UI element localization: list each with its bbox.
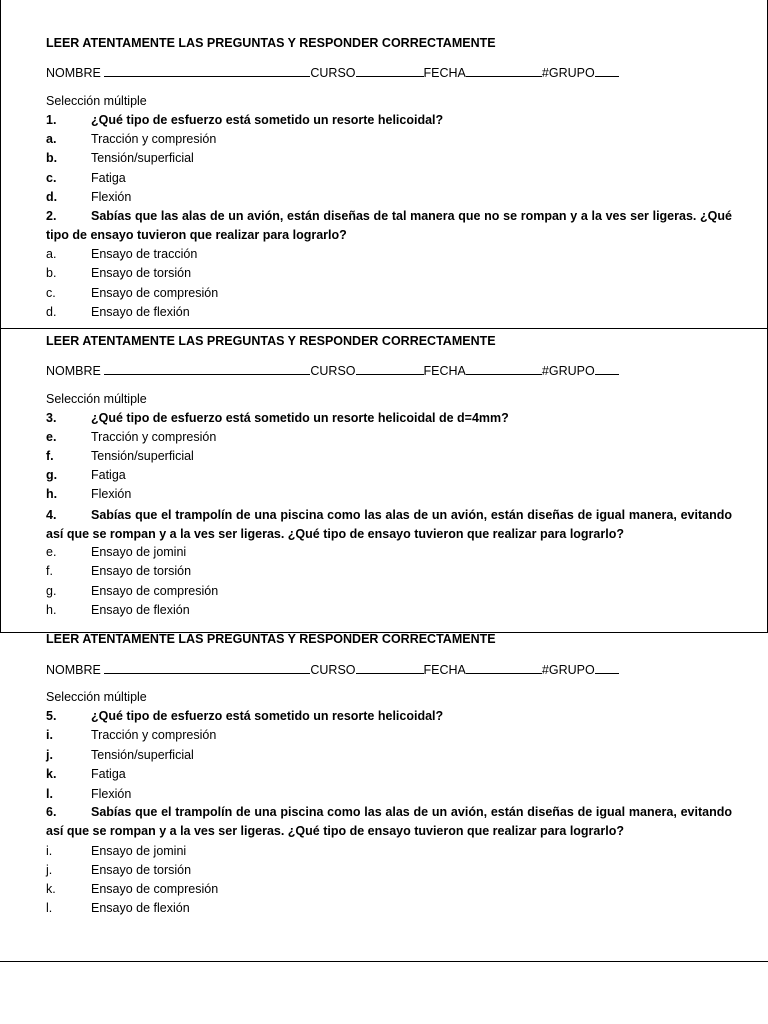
grupo-label: #GRUPO xyxy=(541,663,595,677)
fecha-label: FECHA xyxy=(423,66,466,80)
option-letter: b. xyxy=(46,151,58,165)
option-text: Tensión/superficial xyxy=(91,449,194,463)
section-header: LEER ATENTAMENTE LAS PREGUNTAS Y RESPONDER CORRECTAMENTE xyxy=(46,632,496,646)
curso-label: CURSO xyxy=(310,66,356,80)
option-letter: f. xyxy=(46,449,54,463)
section-header: LEER ATENTAMENTE LAS PREGUNTAS Y RESPONDER CORRECTAMENTE xyxy=(46,36,496,50)
section-subtitle: Selección múltiple xyxy=(46,392,147,406)
question-number: 3. xyxy=(46,411,57,425)
question-text: Sabías que las alas de un avión, están diseñas de tal manera que no se rompan y a la ves ser ligeras. ¿Qué tipo de ensayo tuvieron que realizar para lograrlo? xyxy=(46,209,732,242)
option-letter: h. xyxy=(46,603,57,617)
option-letter: k. xyxy=(46,882,56,896)
option-text: Ensayo de flexión xyxy=(91,901,190,915)
grupo-field[interactable] xyxy=(595,65,619,77)
section-subtitle: Selección múltiple xyxy=(46,94,147,108)
fecha-field[interactable] xyxy=(466,662,542,674)
grupo-field[interactable] xyxy=(595,662,619,674)
option-text: Fatiga xyxy=(91,171,126,185)
question-number: 6. xyxy=(46,805,57,819)
question-text: ¿Qué tipo de esfuerzo está sometido un resorte helicoidal de d=4mm? xyxy=(91,411,509,425)
question-2 xyxy=(46,207,732,245)
option-text: Fatiga xyxy=(91,767,126,781)
option-letter: k. xyxy=(46,767,57,781)
option-letter: a. xyxy=(46,247,57,261)
option-text: Ensayo de flexión xyxy=(91,305,190,319)
grupo-label: #GRUPO xyxy=(541,364,595,378)
nombre-field[interactable] xyxy=(104,662,310,674)
option-text: Tracción y compresión xyxy=(91,132,217,146)
question-4 xyxy=(46,506,732,544)
student-info-line xyxy=(46,662,619,678)
option-letter: g. xyxy=(46,584,57,598)
option-letter: d. xyxy=(46,190,58,204)
option-text: Ensayo de compresión xyxy=(91,584,219,598)
option-text: Tracción y compresión xyxy=(91,728,217,742)
option-letter: h. xyxy=(46,487,58,501)
question-number: 2. xyxy=(46,209,57,223)
option-letter: e. xyxy=(46,430,57,444)
nombre-label: NOMBRE xyxy=(46,663,101,677)
option-text: Tensión/superficial xyxy=(91,151,194,165)
curso-field[interactable] xyxy=(356,662,424,674)
grupo-field[interactable] xyxy=(595,363,619,375)
fecha-label: FECHA xyxy=(423,663,466,677)
option-letter: e. xyxy=(46,545,57,559)
option-letter: a. xyxy=(46,132,57,146)
curso-field[interactable] xyxy=(356,363,424,375)
option-text: Ensayo de torsión xyxy=(91,564,192,578)
option-letter: g. xyxy=(46,468,58,482)
option-text: Ensayo de jomini xyxy=(91,545,187,559)
question-text: ¿Qué tipo de esfuerzo está sometido un resorte helicoidal? xyxy=(91,709,444,723)
option-text: Flexión xyxy=(91,190,132,204)
student-info-line xyxy=(46,65,619,81)
option-letter: b. xyxy=(46,266,57,280)
option-text: Tensión/superficial xyxy=(91,748,194,762)
question-number: 4. xyxy=(46,508,57,522)
section-subtitle: Selección múltiple xyxy=(46,690,147,704)
section-header: LEER ATENTAMENTE LAS PREGUNTAS Y RESPONDER CORRECTAMENTE xyxy=(46,334,496,348)
curso-label: CURSO xyxy=(310,364,356,378)
question-number: 5. xyxy=(46,709,57,723)
option-text: Tracción y compresión xyxy=(91,430,217,444)
option-text: Flexión xyxy=(91,787,132,801)
section-divider xyxy=(0,328,768,329)
fecha-label: FECHA xyxy=(423,364,466,378)
option-text: Ensayo de tracción xyxy=(91,247,198,261)
section-divider xyxy=(0,961,768,962)
option-text: Ensayo de torsión xyxy=(91,863,192,877)
option-text: Ensayo de torsión xyxy=(91,266,192,280)
option-letter: j. xyxy=(46,863,53,877)
option-letter: j. xyxy=(46,748,53,762)
option-text: Fatiga xyxy=(91,468,126,482)
question-6 xyxy=(46,803,732,841)
fecha-field[interactable] xyxy=(466,65,542,77)
option-text: Ensayo de compresión xyxy=(91,882,219,896)
option-letter: d. xyxy=(46,305,57,319)
curso-label: CURSO xyxy=(310,663,356,677)
student-info-line xyxy=(46,363,619,379)
question-text: Sabías que el trampolín de una piscina como las alas de un avión, están diseñas de igual manera, evitando así que se rompan y a la ves ser ligeras. ¿Qué tipo de ensayo tuvieron que realizar para lograrlo? xyxy=(46,508,732,541)
option-letter: f. xyxy=(46,564,53,578)
option-letter: i. xyxy=(46,728,53,742)
nombre-field[interactable] xyxy=(104,363,310,375)
option-letter: c. xyxy=(46,286,56,300)
nombre-label: NOMBRE xyxy=(46,364,101,378)
page-border-left xyxy=(0,0,1,632)
option-text: Flexión xyxy=(91,487,132,501)
curso-field[interactable] xyxy=(356,65,424,77)
nombre-label: NOMBRE xyxy=(46,66,101,80)
option-letter: i. xyxy=(46,844,53,858)
grupo-label: #GRUPO xyxy=(541,66,595,80)
option-text: Ensayo de jomini xyxy=(91,844,187,858)
option-text: Ensayo de flexión xyxy=(91,603,190,617)
option-letter: l. xyxy=(46,787,53,801)
nombre-field[interactable] xyxy=(104,65,310,77)
question-text: Sabías que el trampolín de una piscina como las alas de un avión, están diseñas de igual manera, evitando así que se rompan y a la ves ser ligeras. ¿Qué tipo de ensayo tuvieron que realizar para lograrlo? xyxy=(46,805,732,838)
option-letter: c. xyxy=(46,171,57,185)
question-text: ¿Qué tipo de esfuerzo está sometido un resorte helicoidal? xyxy=(91,113,444,127)
fecha-field[interactable] xyxy=(466,363,542,375)
option-text: Ensayo de compresión xyxy=(91,286,219,300)
question-number: 1. xyxy=(46,113,57,127)
option-letter: l. xyxy=(46,901,53,915)
